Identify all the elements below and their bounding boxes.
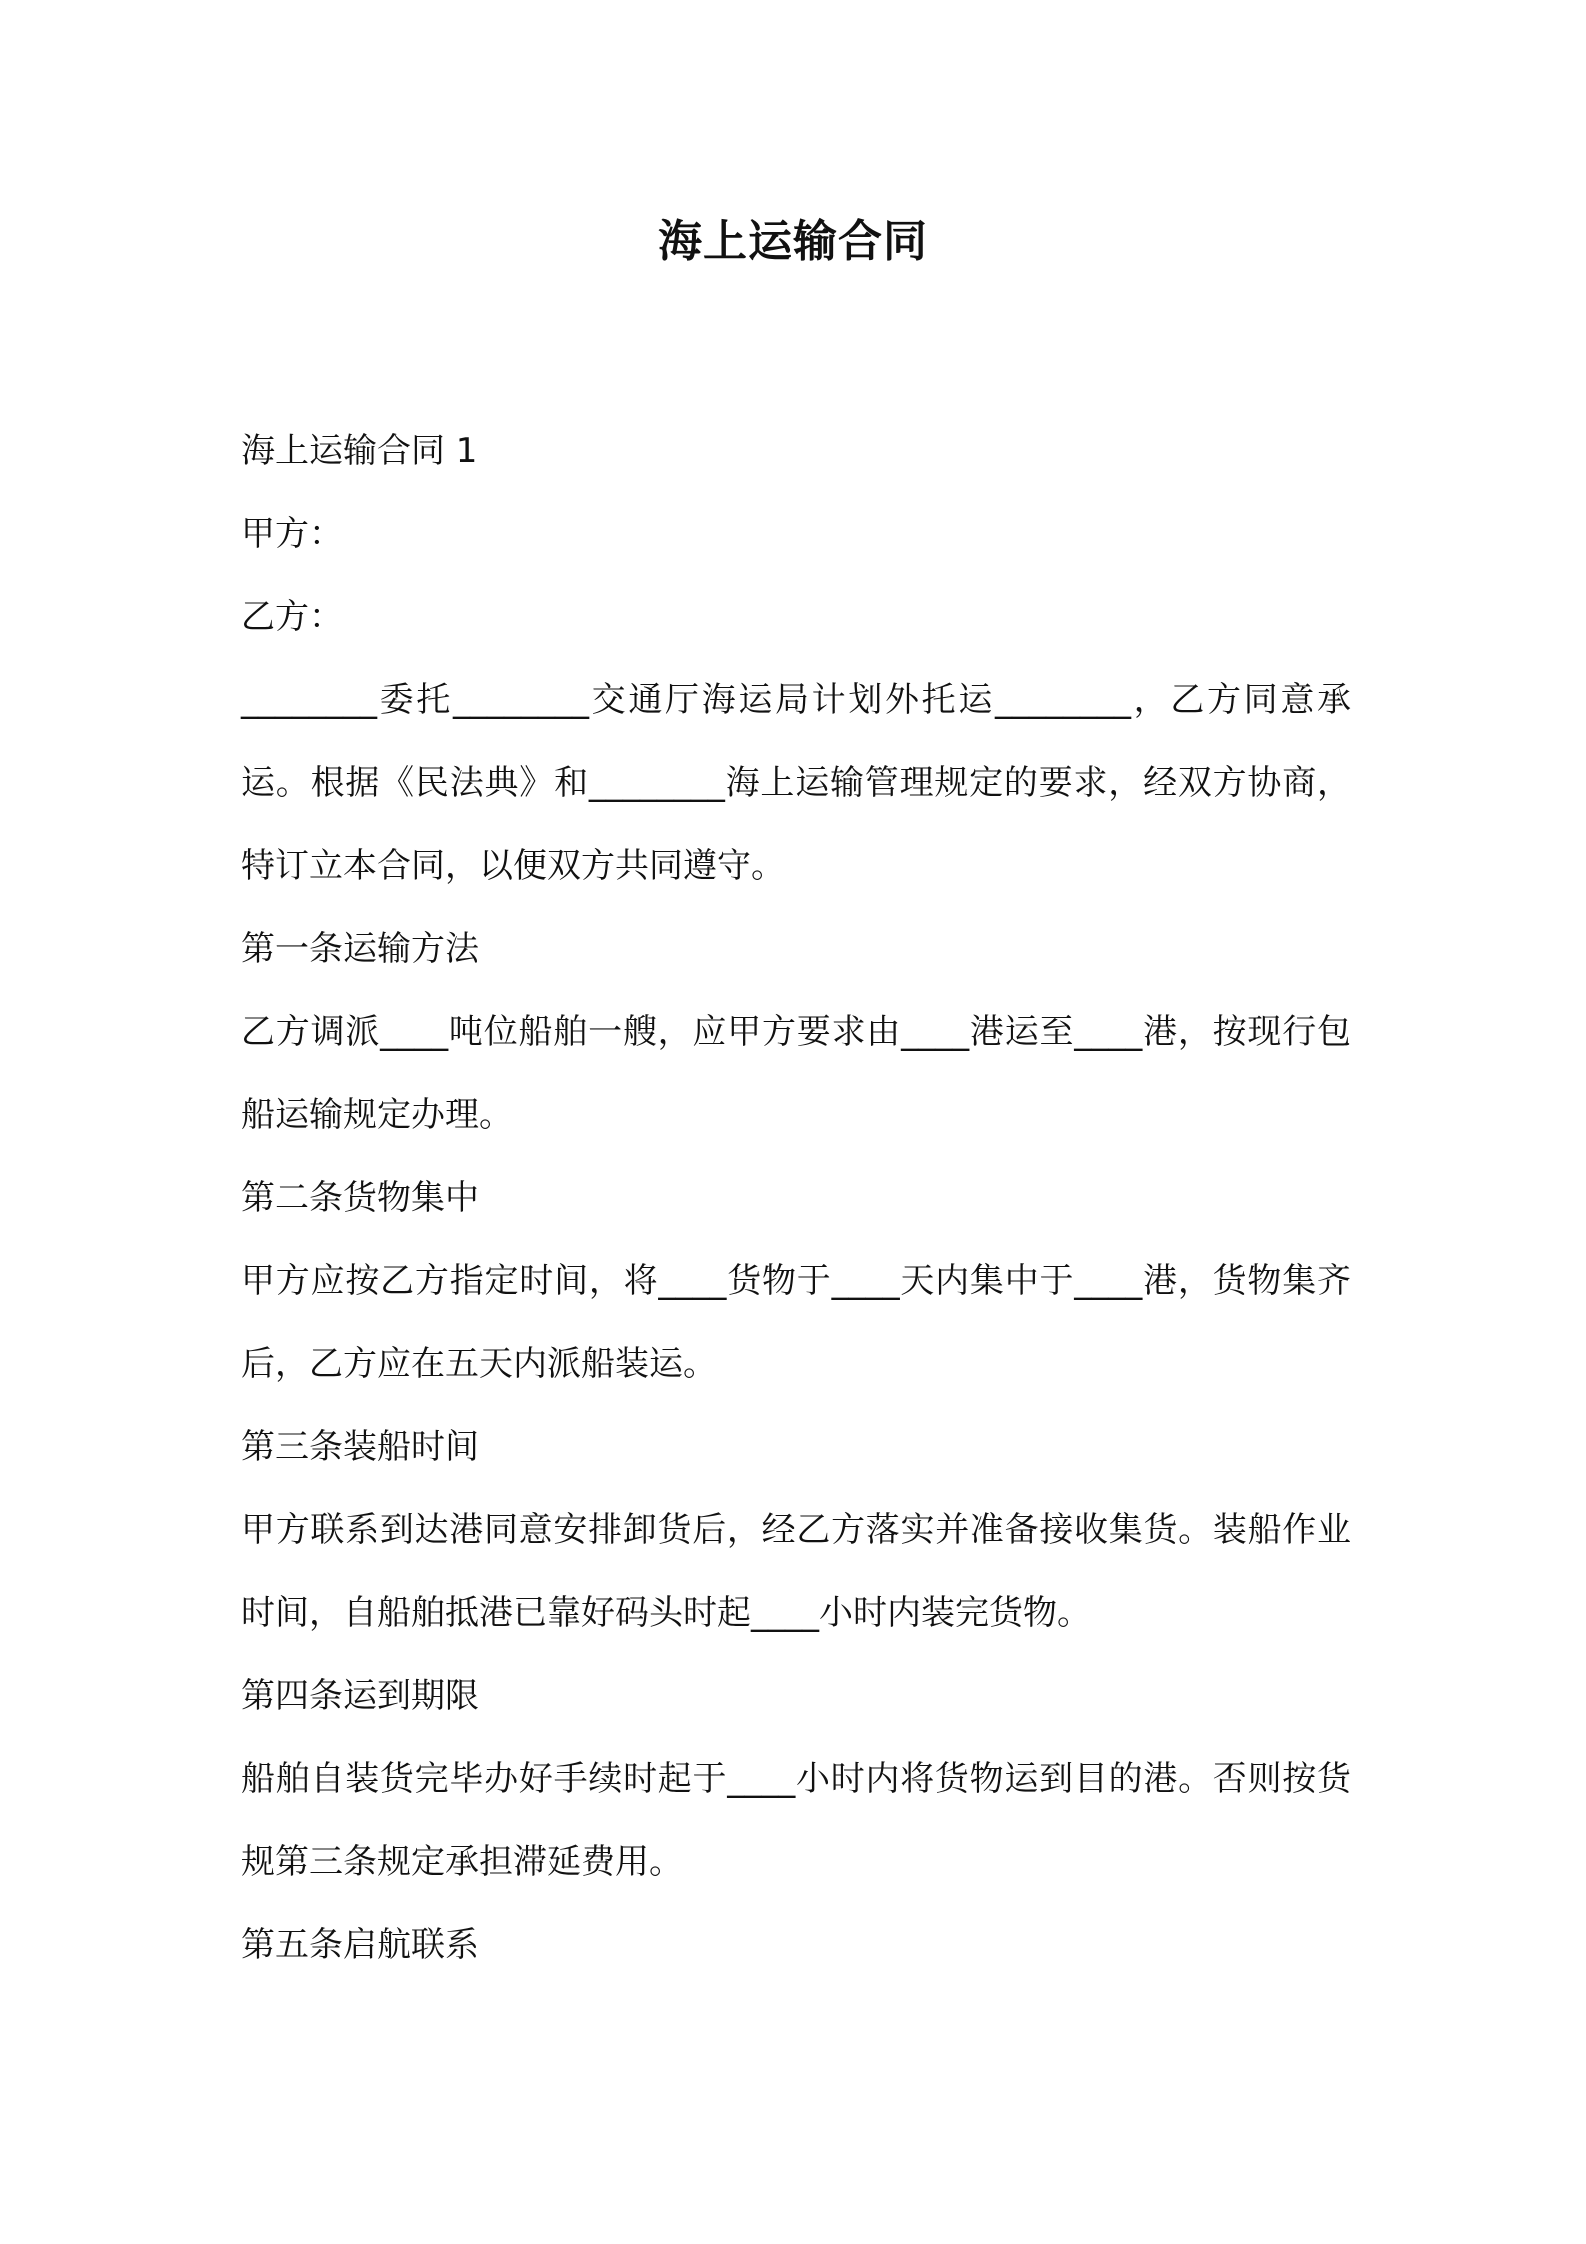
article-2-heading: 第二条货物集中: [241, 1178, 479, 1218]
article-3-heading: 第三条装船时间: [241, 1427, 479, 1467]
party-b-label: 乙方：: [241, 597, 343, 637]
contract-subtitle: 海上运输合同 1: [241, 431, 478, 471]
article-4-text: 船舶自装货完毕办好手续时起于____小时内将货物运到目的港。否则按货规第三条规定承担滞延费用。: [241, 1759, 1351, 1882]
document-title: 海上运输合同: [658, 216, 928, 267]
article-1-text: 乙方调派____吨位船舶一艘，应甲方要求由____港运至____港，按现行包船运输规定办理。: [241, 1012, 1351, 1135]
party-a-label: 甲方：: [241, 514, 343, 554]
article-5-heading: 第五条启航联系: [241, 1925, 479, 1965]
intro-paragraph: ________委托________交通厅海运局计划外托运________，乙方同意承运。根据《民法典》和________海上运输管理规定的要求，经双方协商，特订立本合同，以便双方共同遵守。: [241, 680, 1351, 886]
article-4-heading: 第四条运到期限: [241, 1676, 479, 1716]
article-2-text: 甲方应按乙方指定时间，将____货物于____天内集中于____港，货物集齐后，乙方应在五天内派船装运。: [241, 1261, 1351, 1384]
document-body: [241, 410, 1351, 1987]
article-1-heading: 第一条运输方法: [241, 929, 479, 969]
article-3-text: 甲方联系到达港同意安排卸货后，经乙方落实并准备接收集货。装船作业时间，自船舶抵港已靠好码头时起____小时内装完货物。: [241, 1510, 1351, 1633]
